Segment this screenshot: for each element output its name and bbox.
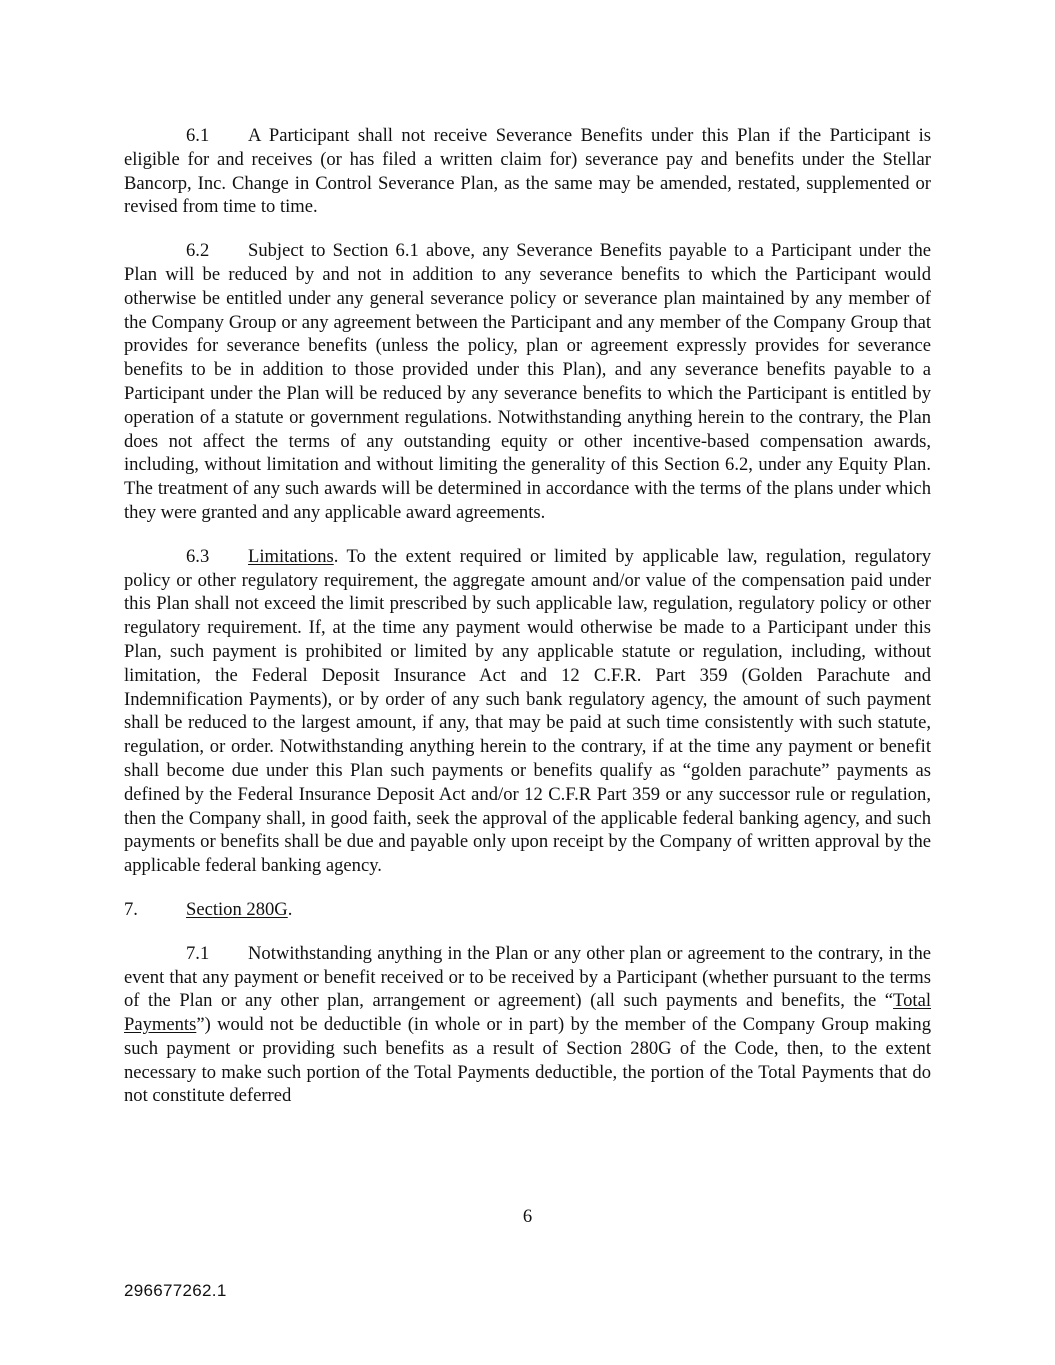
document-id: 296677262.1 bbox=[124, 1281, 227, 1300]
section-number: 6.2 bbox=[186, 240, 210, 262]
section-text: . To the extent required or limited by applicable law, regulation, regulatory policy or other regulatory requirement, the aggregate amount and/or value of the compensation paid under this Plan shall not exceed the limit prescribed by such applicable law, regulation, regulatory policy or other regulatory requirement. If, at the time any payment would otherwise be made to a Participant under this Plan, such payment is prohibited or limited by any applicable statute or regulation, including, without limitation, the Federal Deposit Insurance Act and 12 C.F.R. Part 359 (Golden Parachute and Indemnification Payments), or by order of any such bank regulatory agency, the amount of such payment shall be reduced to the largest amount, if any, that may be paid at such time consistently with such statute, regulation, or order. Notwithstanding anything herein to the contrary, if at the time any payment or benefit shall become due under this Plan such payments or benefits qualify as “golden parachute” payments as defined by the Federal Insurance Deposit Act and/or 12 C.F.R Part 359 or any successor rule or regulation, then the Company shall, in good faith, seek the approval of the applicable federal banking agency, and such payments or benefits shall be due and payable only upon receipt by the Company of written approval by the applicable federal banking agency. bbox=[124, 545, 931, 877]
section-text-after: ”) would not be deductible (in whole or in part) by the member of the Company Group making such payment or providing such benefits as a result of Section 280G of the Code, then, to the extent necessary to make such portion of the Total Payments deductible, the portion of the Total Payments that do not constitute deferred bbox=[124, 1014, 931, 1107]
page-number: 6 bbox=[522, 1206, 533, 1227]
section-title: Section 280G bbox=[186, 898, 288, 920]
section-7-heading bbox=[124, 898, 931, 922]
section-6-3 bbox=[124, 545, 931, 878]
section-6-2 bbox=[124, 239, 931, 525]
section-number: 7.1 bbox=[186, 942, 210, 964]
document-page bbox=[124, 124, 931, 1128]
section-number: 6.1 bbox=[186, 125, 210, 146]
section-number: 6.3 bbox=[186, 545, 210, 567]
section-7-1 bbox=[124, 942, 931, 1109]
defined-term: Total Payments bbox=[124, 990, 931, 1036]
section-number: 7. bbox=[124, 898, 138, 920]
section-6-1 bbox=[124, 124, 931, 219]
section-title-suffix: . bbox=[287, 898, 293, 920]
section-text-before: Notwithstanding anything in the Plan or any other plan or agreement to the contrary, in the event that any payment or benefit received or to be received by a Participant (whether pursuant to the terms of the Plan or any other plan, arrangement or agreement) (all such payments and benefits, the “ bbox=[124, 942, 931, 1012]
section-text: Subject to Section 6.1 above, any Severance Benefits payable to a Participant under the Plan will be reduced by and not in addition to any severance benefits to which the Participant would otherwise be entitled under any general severance policy or severance plan maintained by any member of the Company Group or any agreement between the Participant and any member of the Company Group that provides for severance benefits (unless the policy, plan or agreement expressly provides for severance benefits to be in addition to those provided under this Plan), and any severance benefits payable to a Participant under the Plan will be reduced by any severance benefits to which the Participant is entitled by operation of a statute or government regulations. Notwithstanding anything herein to the contrary, the Plan does not affect the terms of any outstanding equity or other incentive-based compensation awards, including, without limitation and without limiting the generality of this Section 6.2, under any Equity Plan. The treatment of any such awards will be determined in accordance with the terms of the plans under which they were granted and any applicable award agreements. bbox=[124, 240, 931, 523]
section-title: Limitations bbox=[248, 545, 334, 567]
section-text: A Participant shall not receive Severance Benefits under this Plan if the Participant is eligible for and receives (or has filed a written claim for) severance pay and benefits under the Stellar Bancorp, Inc. Change in Control Severance Plan, as the same may be amended, restated, supplemented or revised from time to time. bbox=[124, 125, 931, 218]
